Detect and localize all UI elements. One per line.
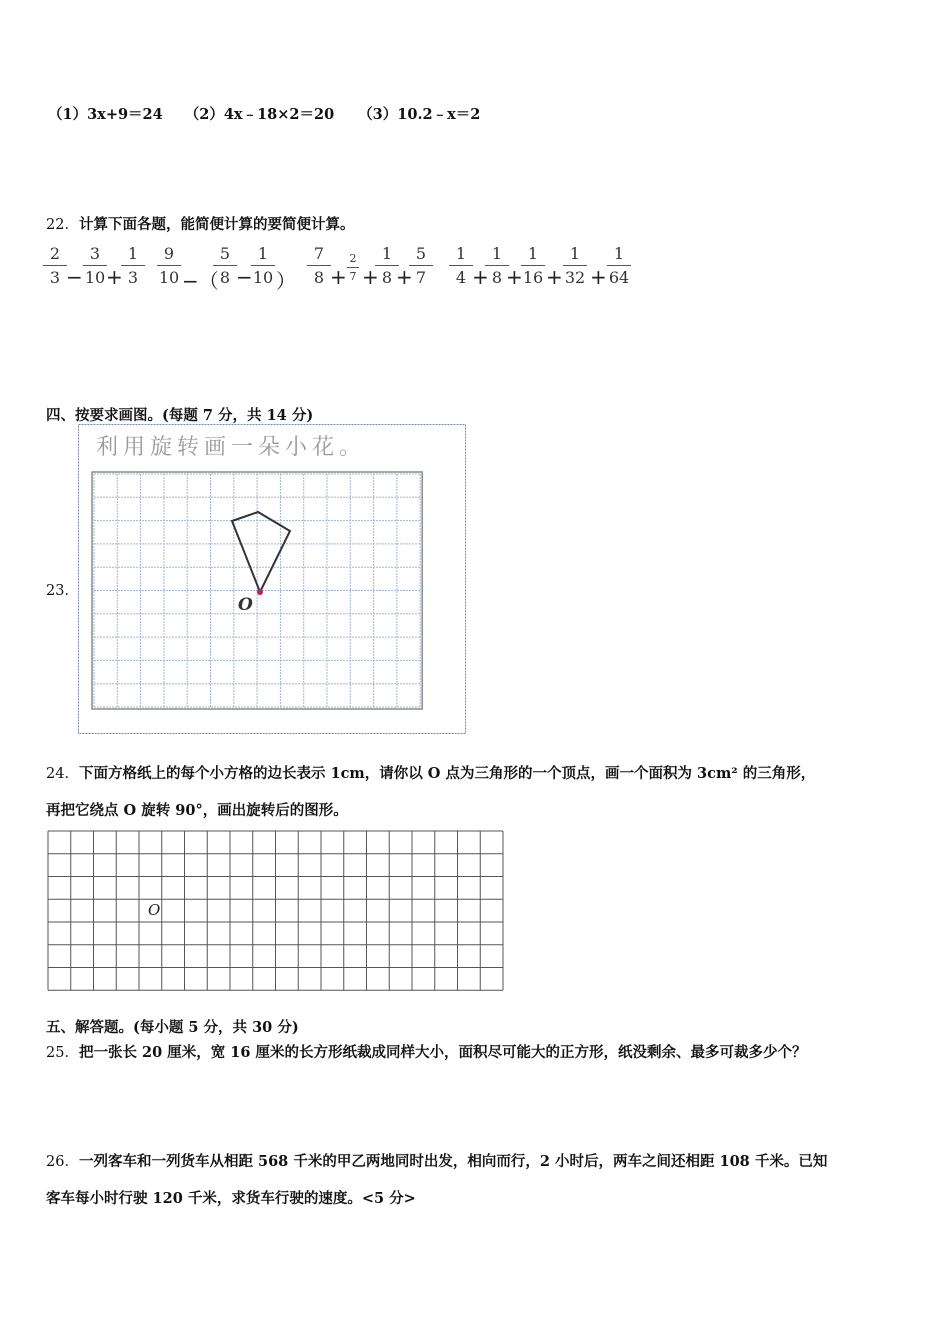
- section-5-title: 五、解答题。(每小题 5 分，共 30 分): [46, 1019, 299, 1036]
- q21-equations: [48, 103, 480, 124]
- fraction: 1 16: [522, 244, 544, 287]
- point-o-label: O: [238, 595, 253, 615]
- fraction: 1 3: [120, 244, 146, 287]
- operator: ）: [276, 269, 296, 293]
- fraction: 5 7: [408, 244, 434, 287]
- fraction: 3 10: [84, 244, 106, 287]
- equation-1: （1）3x+9＝24: [48, 106, 163, 123]
- point-o: [257, 589, 263, 595]
- operator: −: [236, 265, 253, 289]
- operator: +: [506, 265, 523, 289]
- fraction: 1 4: [448, 244, 474, 287]
- square-grid-paper: [47, 830, 505, 994]
- rotation-figure-svg: [78, 424, 466, 734]
- question-number: 24．: [46, 766, 79, 782]
- question-text: 下面方格纸上的每个小方格的边长表示 1cm，请你以 O 点为三角形的一个顶点，画一个面积为 3cm² 的三角形，: [78, 765, 816, 782]
- operator: +: [590, 265, 607, 289]
- operator: +: [330, 265, 347, 289]
- question-number: 26．: [46, 1154, 79, 1170]
- question-number: 23．: [46, 583, 79, 599]
- q25: [46, 1041, 807, 1062]
- figure-title: 利用旋转画一朵小花。: [96, 435, 367, 460]
- q24-line-1: [46, 762, 815, 783]
- question-number: 22．: [46, 217, 79, 233]
- question-text: 计算下面各题，能简便计算的要简便计算。: [78, 216, 355, 233]
- equation-3: （3）10.2﹣x＝2: [358, 106, 481, 123]
- fraction-small: 2 7: [346, 252, 360, 283]
- fraction: 7 8: [306, 244, 332, 287]
- fraction: 5 8: [212, 244, 238, 287]
- operator: −（: [182, 269, 219, 293]
- q22-prompt: [46, 213, 354, 234]
- operator: +: [106, 265, 123, 289]
- operator: +: [362, 265, 379, 289]
- grid-svg: [47, 830, 505, 994]
- fraction: 9 10: [158, 244, 180, 287]
- operator: −: [66, 265, 83, 289]
- question-number: 25．: [46, 1045, 79, 1061]
- point-o-label: O: [148, 901, 161, 919]
- fraction: 1 8: [374, 244, 400, 287]
- fraction: 1 64: [608, 244, 630, 287]
- figure-border: [79, 425, 466, 734]
- equation-2: （2）4x﹣18×2＝20: [184, 106, 335, 123]
- q26-line-2: 客车每小时行驶 120 千米，求货车行驶的速度。<5 分>: [46, 1190, 416, 1207]
- question-text: 一列客车和一列货车从相距 568 千米的甲乙两地同时出发，相向而行，2 小时后，两车之间还相距 108 千米。已知: [78, 1153, 828, 1170]
- q26-line-1: [46, 1150, 827, 1171]
- fraction: 1 32: [564, 244, 586, 287]
- fraction: 1 10: [252, 244, 274, 287]
- grid-lines: [48, 831, 503, 990]
- operator: +: [546, 265, 563, 289]
- fraction: 2 3: [42, 244, 68, 287]
- q24-line-2: 再把它绕点 O 旋转 90°，画出旋转后的图形。: [46, 802, 348, 819]
- question-text: 把一张长 20 厘米，宽 16 厘米的长方形纸裁成同样大小，面积尽可能大的正方形，纸没剩余、最多可裁多少个？: [78, 1044, 807, 1061]
- fraction: 1 8: [484, 244, 510, 287]
- operator: +: [472, 265, 489, 289]
- operator: +: [396, 265, 413, 289]
- section-4-title: 四、按要求画图。(每题 7 分，共 14 分): [46, 407, 314, 424]
- rotation-figure: [78, 424, 466, 734]
